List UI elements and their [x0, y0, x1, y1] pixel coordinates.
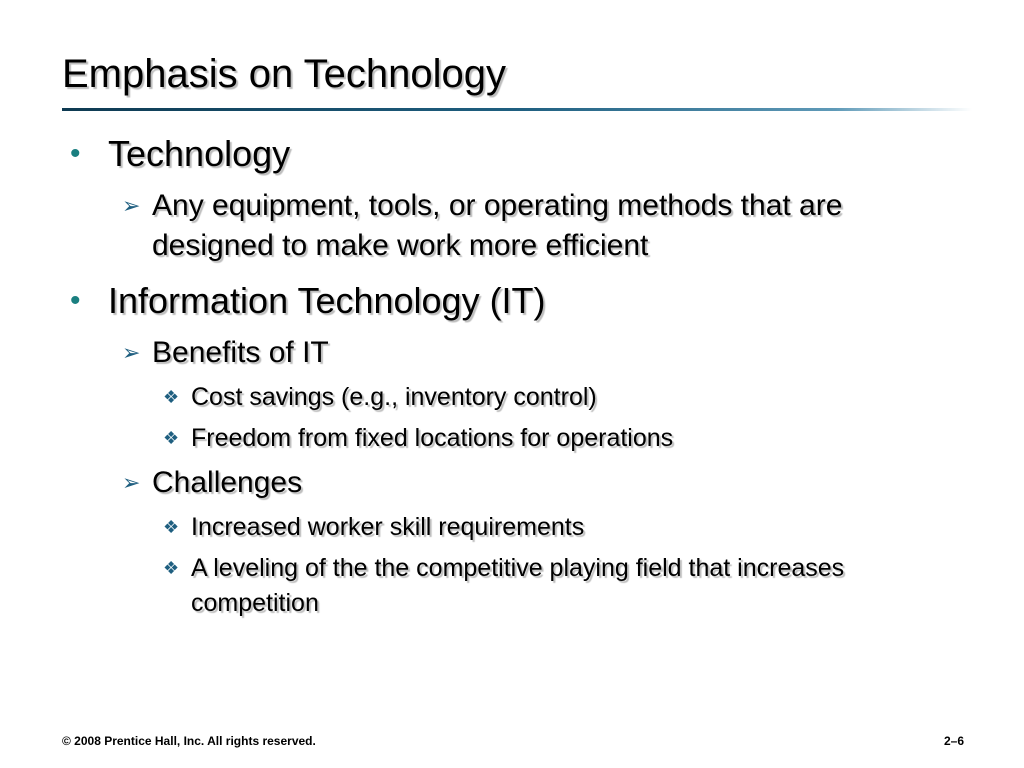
sub-sub-bullet-text: Cost savings (e.g., inventory control)	[191, 383, 597, 411]
arrow-bullet-icon: ➢	[122, 193, 141, 218]
bullet-dot-icon: •	[70, 137, 81, 170]
diamond-bullet-icon: ❖	[163, 517, 180, 537]
bullet-dot-icon: •	[70, 284, 81, 317]
sub-sub-bullet-text: Increased worker skill requirements	[191, 513, 585, 541]
sub-bullet-text: Any equipment, tools, or operating methods that are designed to make work more efficient	[152, 189, 843, 262]
diamond-bullet-icon: ❖	[163, 428, 180, 448]
sub-bullet-text: Benefits of IT	[152, 336, 329, 369]
footer-copyright: © 2008 Prentice Hall, Inc. All rights reserved.	[62, 734, 316, 748]
footer-page-number: 2–6	[943, 734, 964, 748]
slide-title: Emphasis on Technology	[62, 52, 506, 96]
bullet-text: Technology	[108, 133, 291, 174]
diamond-bullet-icon: ❖	[163, 558, 180, 578]
sub-sub-bullet-text: Freedom from fixed locations for operations	[191, 424, 674, 452]
sub-bullet-text: Challenges	[152, 466, 303, 499]
title-divider	[62, 108, 972, 111]
sub-sub-bullet-text: A leveling of the the competitive playing field that increases competition	[191, 554, 845, 617]
arrow-bullet-icon: ➢	[122, 340, 141, 365]
bullet-text: Information Technology (IT)	[108, 280, 546, 321]
arrow-bullet-icon: ➢	[122, 470, 141, 495]
diamond-bullet-icon: ❖	[163, 387, 180, 407]
